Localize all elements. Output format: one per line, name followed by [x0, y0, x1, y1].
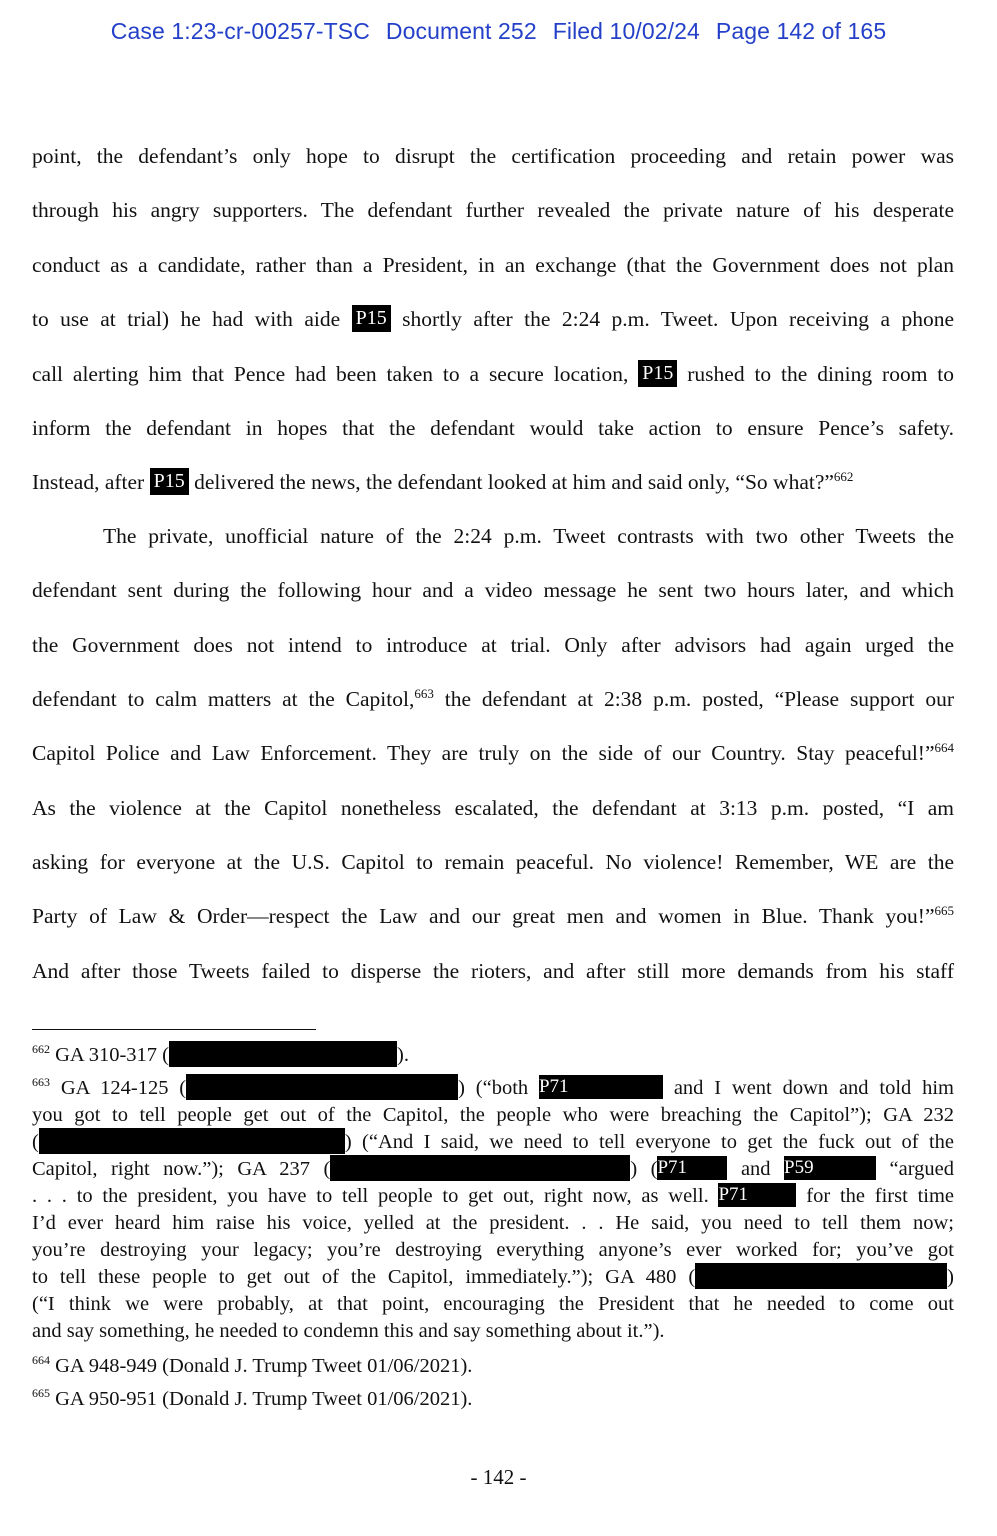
footnote-line [32, 1129, 954, 1156]
body-text-fragment: defendant to calm matters at the Capitol, [32, 687, 415, 711]
footnote-number: 662 [32, 1042, 50, 1057]
body-line: point, the defendant’s only hope to disrupt the certification proceeding and retain power was [32, 144, 954, 168]
footnote-text: GA 950-951 (Donald J. Trump Tweet 01/06/2021). [55, 1388, 473, 1410]
footnote-marker: 664 [934, 739, 954, 755]
footnote-text: for the first time [806, 1185, 955, 1207]
filed-date: Filed 10/02/24 [552, 18, 700, 44]
footnote-line [32, 1042, 954, 1069]
body-text-fragment: Capitol Police and Law Enforcement. They are truly on the side of our Country. Stay peaceful!” [32, 741, 935, 765]
body-line: inform the defendant in hopes that the defendant would take action to ensure Pence’s safety. [32, 416, 954, 440]
body-line: the Government does not intend to introduce at trial. Only after advisors had again urged the [32, 633, 954, 657]
body-line: conduct as a candidate, rather than a President, in an exchange (that the Government does not plan [32, 253, 954, 277]
redaction-label: P71 [539, 1075, 663, 1099]
footnote-line [32, 1264, 954, 1291]
redaction-block [169, 1041, 397, 1067]
footnote-marker: 665 [934, 902, 954, 918]
footnote-line: you’re destroying your legacy; you’re destroying everything anyone’s ever worked for; you’ve got [32, 1239, 954, 1261]
body-line: And after those Tweets failed to disperse the rioters, and after still more demands from his staff [32, 959, 954, 983]
footnote-text: and [740, 1158, 771, 1180]
body-line: defendant sent during the following hour and a video message he sent two hours later, and which [32, 578, 954, 602]
body-line [32, 684, 954, 714]
body-line: through his angry supporters. The defendant further revealed the private nature of his desperate [32, 198, 954, 222]
redaction-block [39, 1128, 345, 1154]
footnote-text: ) ( [630, 1158, 658, 1180]
body-line [32, 901, 954, 931]
case-number: Case 1:23-cr-00257-TSC [110, 18, 370, 44]
footnote-text: . . . to the president, you have to tell people to get out, right now, as well. [32, 1185, 709, 1207]
body-line: asking for everyone at the U.S. Capitol to remain peaceful. No violence! Remember, WE are the [32, 850, 954, 874]
redaction-block [695, 1263, 947, 1289]
footnote-text: ) [947, 1266, 954, 1288]
footnote-text: GA 948-949 (Donald J. Trump Tweet 01/06/2021). [55, 1355, 473, 1377]
page-count: Page 142 of 165 [715, 18, 887, 44]
body-line [32, 304, 954, 334]
footnote-text: GA 310-317 ( [55, 1044, 170, 1066]
body-text-fragment: Party of Law & Order—respect the Law and our great men and women in Blue. Thank you!” [32, 904, 935, 928]
redaction-label: P71 [718, 1183, 796, 1207]
document-number: Document 252 [385, 18, 537, 44]
footnote-text: to tell these people to get out of the Capitol, immediately.”); GA 480 ( [32, 1266, 696, 1288]
footnote-marker: 663 [414, 685, 434, 701]
redaction-label: P59 [784, 1156, 876, 1180]
redaction-block [330, 1155, 630, 1181]
footnote-line [32, 1075, 954, 1102]
footnote-line [32, 1183, 954, 1210]
footnote-text: ) (“And I said, we need to tell everyone to get the fuck out of the [344, 1131, 954, 1153]
body-line [32, 359, 954, 389]
footnote-marker: 662 [833, 468, 854, 484]
body-text-fragment: the defendant at 2:38 p.m. posted, “Please support our [444, 687, 954, 711]
footnote-text: ). [397, 1044, 409, 1066]
footnote-number: 664 [32, 1353, 50, 1368]
redaction-label: P71 [657, 1156, 727, 1180]
footnote-text: and I went down and told him [673, 1077, 954, 1099]
footnote-text: Capitol, right now.”); GA 237 ( [32, 1158, 331, 1180]
footnote-line: (“I think we were probably, at that point, encouraging the President that he needed to come out [32, 1293, 954, 1315]
body-line [32, 738, 954, 768]
body-line: As the violence at the Capitol nonetheless escalated, the defendant at 3:13 p.m. posted, “I am [32, 796, 954, 820]
footnote-line: I’d ever heard him raise his voice, yelled at the president. . . He said, you need to tell them now; [32, 1212, 954, 1234]
redaction-label: P15 [638, 360, 677, 387]
body-line: The private, unofficial nature of the 2:24 p.m. Tweet contrasts with two other Tweets the [103, 524, 954, 548]
footnote-line [32, 1386, 954, 1413]
case-header [0, 18, 997, 45]
body-line [32, 467, 954, 497]
footnote-text: GA 124-125 ( [60, 1077, 187, 1099]
body-text-fragment: Instead, after [32, 470, 145, 494]
body-text-fragment: shortly after the 2:24 p.m. Tweet. Upon receiving a phone [402, 307, 955, 331]
body-text-fragment: call alerting him that Pence had been taken to a secure location, [32, 362, 629, 386]
redaction-label: P15 [352, 305, 391, 332]
footnote-line [32, 1156, 954, 1183]
footnote-number: 665 [32, 1386, 50, 1401]
body-text-fragment: to use at trial) he had with aide [32, 307, 341, 331]
redaction-label: P15 [150, 468, 189, 495]
footnote-line [32, 1353, 954, 1380]
footnote-text: “argued [889, 1158, 955, 1180]
footnote-number: 663 [32, 1075, 50, 1090]
body-text-fragment: delivered the news, the defendant looked at him and said only, “So what?” [194, 470, 834, 494]
footnote-separator [32, 1029, 316, 1030]
redaction-block [186, 1074, 458, 1100]
page-number: - 142 - [470, 1465, 527, 1489]
body-text-fragment: rushed to the dining room to [687, 362, 955, 386]
footnote-text: ( [32, 1131, 39, 1153]
footnote-text: ) (“both [458, 1077, 529, 1099]
footnote-line: you got to tell people get out of the Capitol, the people who were breaching the Capitol”); GA 232 [32, 1104, 954, 1126]
footnote-line: and say something, he needed to condemn this and say something about it.”). [32, 1320, 665, 1342]
